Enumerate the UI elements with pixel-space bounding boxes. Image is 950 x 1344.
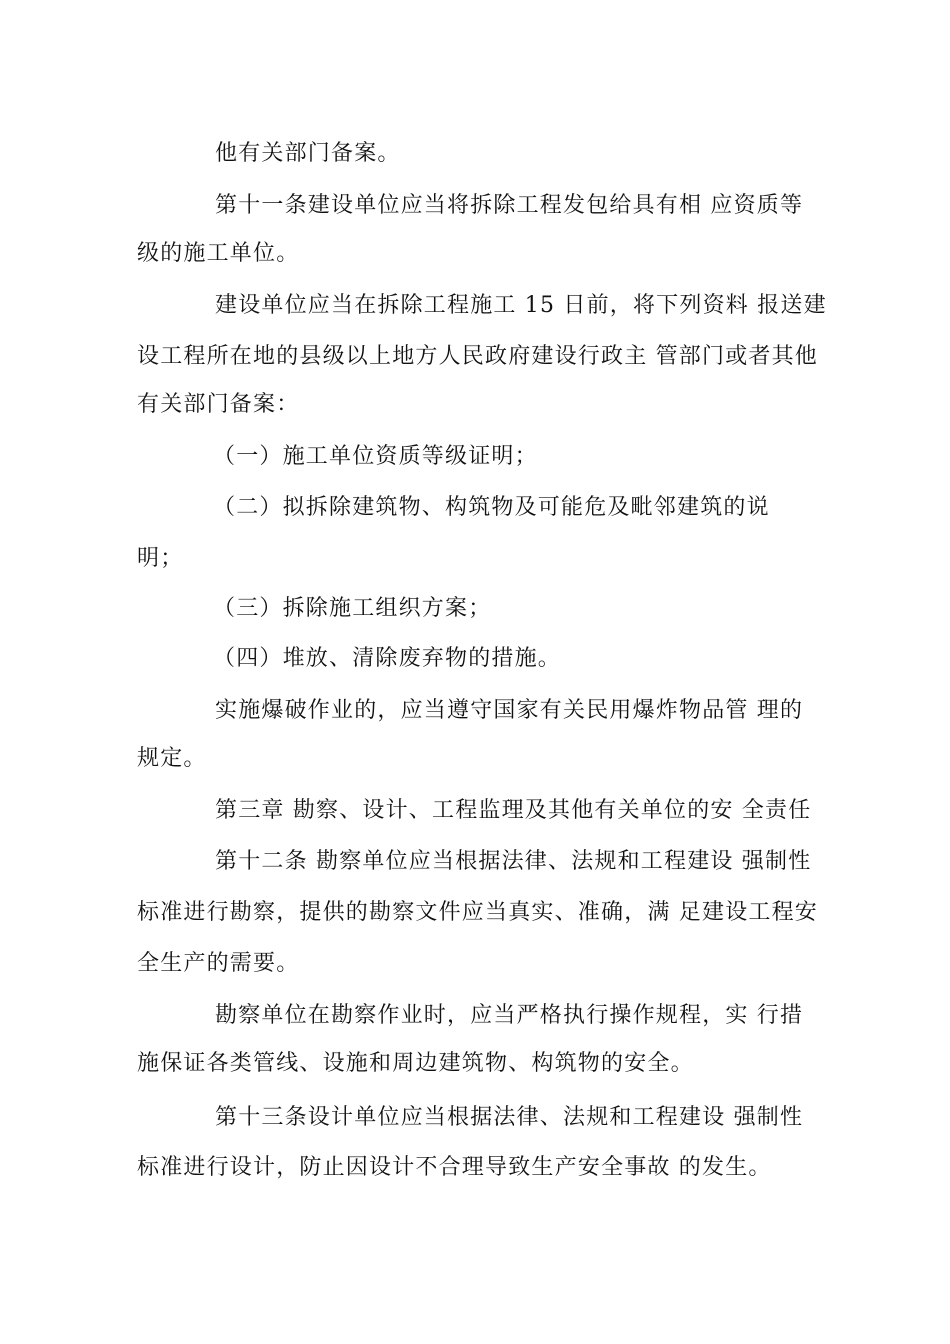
text-line: 标准进行设计，防止因设计不合理导致生产安全事故 的发生。	[137, 1155, 772, 1180]
text-line: 设工程所在地的县级以上地方人民政府建设行政主 管部门或者其他	[137, 344, 818, 369]
text-line: 建设单位应当在拆除工程施工 15 日前，将下列资料 报送建	[215, 293, 827, 318]
text-line: 明；	[137, 546, 184, 571]
chapter-heading: 第三章 勘察、设计、工程监理及其他有关单位的安 全责任	[215, 798, 812, 823]
text-line: 级的施工单位。	[137, 241, 300, 266]
text-line: （四）堆放、清除废弃物的措施。	[213, 646, 562, 671]
text-line: 他有关部门备案。	[215, 141, 401, 166]
text-line: 实施爆破作业的，应当遵守国家有关民用爆炸物品管 理的	[215, 698, 804, 723]
text-line: 有关部门备案：	[137, 392, 300, 417]
text-line: 规定。	[137, 746, 207, 771]
text-line: 全生产的需要。	[137, 951, 300, 976]
text-line: 标准进行勘察，提供的勘察文件应当真实、准确，满 足建设工程安	[137, 900, 818, 925]
text-line: 施保证各类管线、设施和周边建筑物、构筑物的安全。	[137, 1051, 694, 1076]
text-line: 第十三条设计单位应当根据法律、法规和工程建设 强制性	[215, 1105, 804, 1130]
text-line: （一）施工单位资质等级证明；	[213, 444, 538, 469]
text-line: 第十二条 勘察单位应当根据法律、法规和工程建设 强制性	[215, 849, 812, 874]
text-line: 勘察单位在勘察作业时，应当严格执行操作规程，实 行措	[215, 1003, 804, 1028]
text-line: （三）拆除施工组织方案；	[213, 596, 492, 621]
text-line: 第十一条建设单位应当将拆除工程发包给具有相 应资质等	[215, 193, 804, 218]
text-line: （二）拟拆除建筑物、构筑物及可能危及毗邻建筑的说	[213, 495, 770, 520]
